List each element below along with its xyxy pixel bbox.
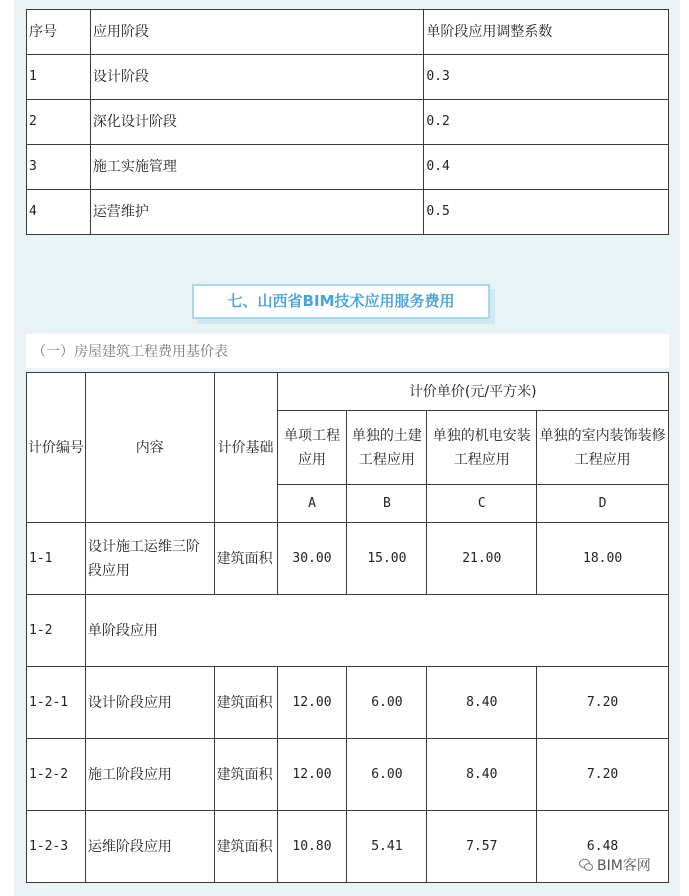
row-value-c: 8.40 bbox=[427, 739, 537, 811]
row-basis: 建筑面积 bbox=[214, 667, 277, 739]
table-header-row bbox=[27, 373, 669, 411]
row-coefficient: 0.5 bbox=[424, 190, 669, 235]
watermark bbox=[579, 855, 651, 875]
row-stage: 设计阶段 bbox=[90, 55, 423, 100]
row-value-a: 30.00 bbox=[277, 523, 347, 595]
header-single-project: 单项工程应用 bbox=[277, 411, 347, 485]
row-value-d: 7.20 bbox=[537, 739, 669, 811]
row-code: 1-2 bbox=[27, 595, 86, 667]
row-value-b: 15.00 bbox=[347, 523, 427, 595]
watermark-text: BIM客网 bbox=[597, 858, 651, 874]
row-value-b: 6.00 bbox=[347, 667, 427, 739]
row-value-c: 7.57 bbox=[427, 811, 537, 883]
row-code: 1-1 bbox=[27, 523, 86, 595]
row-value-b: 5.41 bbox=[347, 811, 427, 883]
row-value-d: 18.00 bbox=[537, 523, 669, 595]
row-content: 设计施工运维三阶段应用 bbox=[85, 523, 214, 595]
row-index: 2 bbox=[27, 100, 91, 145]
fee-price-table bbox=[26, 372, 669, 883]
row-value-a: 12.00 bbox=[277, 739, 347, 811]
table-row bbox=[27, 145, 669, 190]
section-banner: 七、山西省BIM技术应用服务费用 bbox=[192, 284, 490, 319]
row-value-b: 6.00 bbox=[347, 739, 427, 811]
header-mep: 单独的机电安装工程应用 bbox=[427, 411, 537, 485]
row-content: 设计阶段应用 bbox=[85, 667, 214, 739]
header-stage: 应用阶段 bbox=[90, 10, 423, 55]
column-letter-c: C bbox=[427, 485, 537, 523]
row-code: 1-2-3 bbox=[27, 811, 86, 883]
table-row bbox=[27, 100, 669, 145]
header-interior: 单独的室内装饰装修工程应用 bbox=[537, 411, 669, 485]
header-content: 内容 bbox=[85, 373, 214, 523]
row-stage: 运营维护 bbox=[90, 190, 423, 235]
column-letter-b: B bbox=[347, 485, 427, 523]
table-row bbox=[27, 55, 669, 100]
table-row bbox=[27, 739, 669, 811]
row-stage: 深化设计阶段 bbox=[90, 100, 423, 145]
row-basis: 建筑面积 bbox=[214, 523, 277, 595]
wechat-icon bbox=[579, 858, 593, 872]
row-basis: 建筑面积 bbox=[214, 739, 277, 811]
row-coefficient: 0.2 bbox=[424, 100, 669, 145]
header-civil: 单独的土建工程应用 bbox=[347, 411, 427, 485]
row-content: 施工阶段应用 bbox=[85, 739, 214, 811]
row-code: 1-2-2 bbox=[27, 739, 86, 811]
table-row bbox=[27, 595, 669, 667]
header-basis: 计价基础 bbox=[214, 373, 277, 523]
column-letter-d: D bbox=[537, 485, 669, 523]
column-letter-a: A bbox=[277, 485, 347, 523]
row-index: 4 bbox=[27, 190, 91, 235]
row-content: 单阶段应用 bbox=[85, 595, 668, 667]
row-index: 3 bbox=[27, 145, 91, 190]
header-code: 计价编号 bbox=[27, 373, 86, 523]
row-value-c: 8.40 bbox=[427, 667, 537, 739]
header-index: 序号 bbox=[27, 10, 91, 55]
table-row bbox=[27, 667, 669, 739]
row-value-d: 7.20 bbox=[537, 667, 669, 739]
table-row bbox=[27, 811, 669, 883]
row-code: 1-2-1 bbox=[27, 667, 86, 739]
table-subtitle: （一）房屋建筑工程费用基价表 bbox=[32, 344, 228, 360]
row-index: 1 bbox=[27, 55, 91, 100]
header-unit-price: 计价单价(元/平方米) bbox=[277, 373, 668, 411]
row-coefficient: 0.3 bbox=[424, 55, 669, 100]
row-stage: 施工实施管理 bbox=[90, 145, 423, 190]
row-coefficient: 0.4 bbox=[424, 145, 669, 190]
table-row bbox=[27, 190, 669, 235]
row-content: 运维阶段应用 bbox=[85, 811, 214, 883]
row-value-d: 6.48 bbox=[537, 811, 669, 883]
row-basis: 建筑面积 bbox=[214, 811, 277, 883]
header-coefficient: 单阶段应用调整系数 bbox=[424, 10, 669, 55]
table-row bbox=[27, 523, 669, 595]
row-value-a: 10.80 bbox=[277, 811, 347, 883]
row-value-c: 21.00 bbox=[427, 523, 537, 595]
row-value-a: 12.00 bbox=[277, 667, 347, 739]
stage-coefficient-table bbox=[26, 9, 669, 235]
table-header-row bbox=[27, 10, 669, 55]
